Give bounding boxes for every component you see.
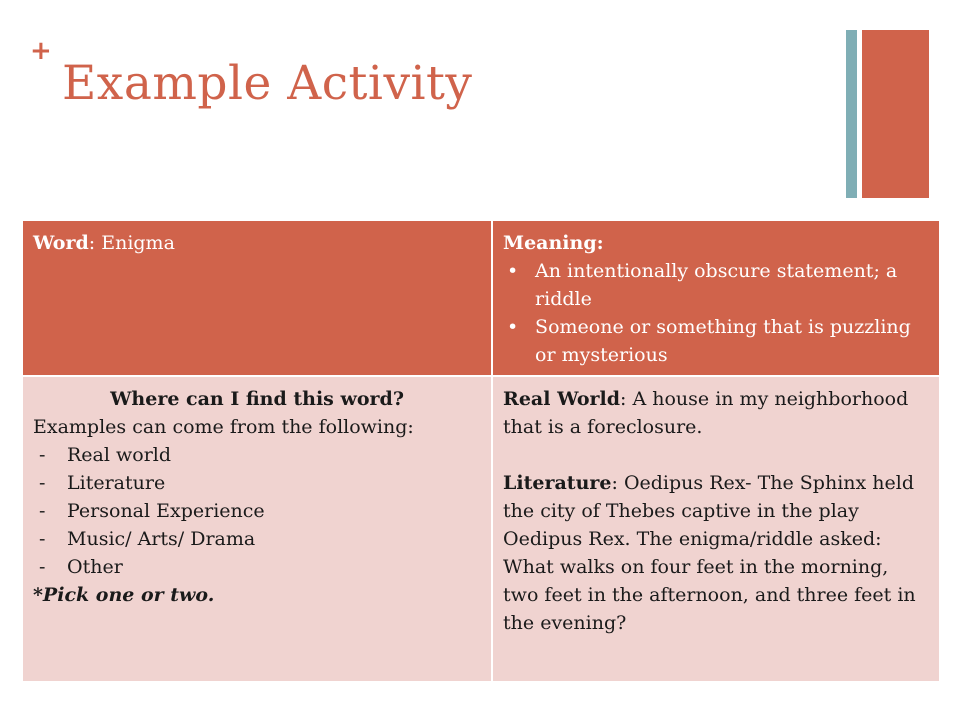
decorative-bar-accent (862, 30, 929, 198)
literature-text: : Oedipus Rex- The Sphinx held the city of Thebes captive in the play Oedipus Rex. The enigma/riddle asked: What walks on four feet in the morning, two feet in the afternoon, and three feet in the evening? (503, 472, 916, 634)
examples-cell (492, 376, 940, 682)
table-body-row (22, 376, 940, 682)
where-item: - Literature (39, 472, 166, 494)
real-world-text: : A house in my neighborhood that is a foreclosure. (503, 388, 909, 438)
where-item-text: Music/ Arts/ Drama (67, 528, 256, 550)
meaning-item-text: An intentionally obscure statement; a riddle (535, 260, 898, 310)
decorative-bar-teal (846, 30, 857, 198)
meaning-list (503, 257, 929, 369)
where-item: - Other (39, 556, 123, 578)
plus-mark: + (30, 36, 52, 66)
meaning-item: • An intentionally obscure statement; a riddle (507, 260, 898, 310)
where-item-text: Literature (67, 472, 166, 494)
where-item: - Personal Experience (39, 500, 265, 522)
table-header-row (22, 220, 940, 376)
where-note: *Pick one or two. (33, 584, 215, 606)
where-item-text: Real world (67, 444, 172, 466)
literature-label: Literature (503, 472, 612, 494)
word-value: : Enigma (88, 232, 175, 254)
word-label: Word (33, 232, 89, 254)
meaning-label: Meaning: (503, 232, 604, 254)
word-cell (22, 220, 492, 376)
where-cell (22, 376, 492, 682)
where-intro: Examples can come from the following: (33, 416, 414, 438)
activity-table (21, 219, 941, 683)
meaning-cell (492, 220, 940, 376)
slide-title: Example Activity (62, 56, 473, 111)
where-item: - Music/ Arts/ Drama (39, 528, 256, 550)
meaning-item: • Someone or something that is puzzling or mysterious (507, 316, 911, 366)
real-world-example (503, 385, 929, 441)
where-list (33, 441, 481, 581)
where-item-text: Other (67, 556, 123, 578)
real-world-label: Real World (503, 388, 621, 410)
where-item-text: Personal Experience (67, 500, 265, 522)
where-item: - Real world (39, 444, 172, 466)
literature-example (503, 469, 929, 637)
where-heading: Where can I find this word? (110, 388, 404, 410)
meaning-item-text: Someone or something that is puzzling or mysterious (535, 316, 911, 366)
